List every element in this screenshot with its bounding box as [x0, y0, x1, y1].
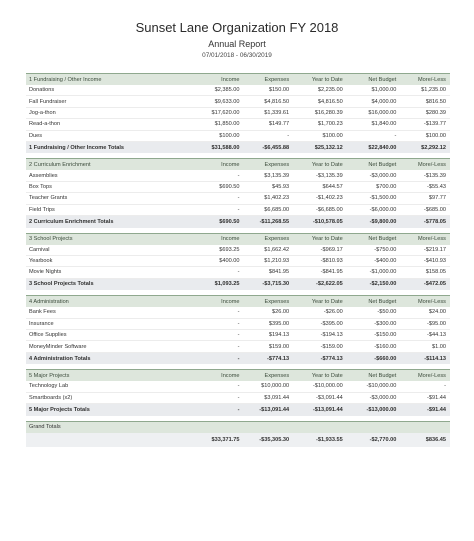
table-row — [26, 341, 450, 352]
column-header: Expenses — [264, 161, 290, 168]
row-value: -$3,135.39 — [315, 172, 343, 179]
total-value: -$91.44 — [427, 406, 446, 413]
column-header: Income — [221, 372, 240, 379]
row-label: Bank Fees — [29, 309, 56, 316]
section-header — [26, 295, 450, 307]
total-value: -$2,150.00 — [369, 281, 397, 288]
row-value: -$10,000.00 — [366, 383, 397, 390]
row-label: Carnival — [29, 246, 50, 253]
column-header: More/-Less — [418, 236, 446, 243]
column-header: Net Budget — [368, 161, 397, 168]
row-value: $9,633.00 — [214, 98, 240, 105]
row-value: - — [237, 394, 240, 401]
grand-total-value: -$1,933.55 — [315, 436, 343, 443]
column-header: Year to Date — [311, 76, 343, 83]
row-value: $1,402.23 — [264, 195, 290, 202]
row-value: -$841.95 — [320, 269, 343, 276]
total-label: 2 Curriculum Enrichment Totals — [29, 218, 114, 225]
row-value: $194.13 — [268, 332, 290, 339]
row-value: $158.05 — [425, 269, 446, 276]
row-label: Movie Nights — [29, 269, 62, 276]
total-value: $22,840.00 — [368, 144, 397, 151]
total-value: -$11,268.55 — [259, 218, 290, 225]
row-label: Insurance — [29, 320, 54, 327]
row-value: $2,235.00 — [317, 87, 343, 94]
report-title: Sunset Lane Organization FY 2018 — [135, 20, 339, 35]
column-header: Expenses — [264, 76, 290, 83]
row-value: $1,662.42 — [264, 246, 290, 253]
total-value: -$13,091.44 — [312, 406, 343, 413]
row-value: - — [237, 172, 240, 179]
row-value: $400.00 — [219, 258, 240, 265]
section-title: 2 Curriculum Enrichment — [29, 161, 91, 168]
table-row — [26, 193, 450, 204]
grand-total-value: -$35,305.30 — [259, 436, 290, 443]
row-value: $644.57 — [322, 184, 343, 191]
row-value: -$95.00 — [427, 320, 446, 327]
row-value: -$26.00 — [323, 309, 343, 316]
section-title: 1 Fundraising / Other Income — [29, 76, 102, 83]
section-title: 5 Major Projects — [29, 372, 70, 379]
row-value: -$395.00 — [320, 320, 343, 327]
row-value: -$3,000.00 — [369, 172, 397, 179]
row-value: -$3,091.44 — [315, 394, 343, 401]
grand-totals-row — [26, 433, 450, 447]
row-value: -$150.00 — [374, 332, 397, 339]
row-value: $97.77 — [428, 195, 446, 202]
column-header: Income — [221, 76, 240, 83]
section-header — [26, 369, 450, 381]
row-value: -$194.13 — [320, 332, 343, 339]
row-value: $100.00 — [322, 132, 343, 139]
total-label: 5 Major Projects Totals — [29, 406, 90, 413]
table-row — [26, 119, 450, 130]
row-value: - — [237, 383, 240, 390]
column-header: Expenses — [264, 298, 290, 305]
row-value: $395.00 — [268, 320, 290, 327]
table-row — [26, 393, 450, 404]
column-header: More/-Less — [418, 298, 446, 305]
row-value: -$1,500.00 — [369, 195, 397, 202]
total-value: $690.50 — [219, 218, 240, 225]
row-label: Smartboards (x2) — [29, 394, 73, 401]
table-row — [26, 205, 450, 216]
section-total-row — [26, 353, 450, 365]
grand-total-value: -$2,770.00 — [369, 436, 397, 443]
row-value: -$300.00 — [374, 320, 397, 327]
row-value: $3,135.39 — [264, 172, 290, 179]
row-value: $10,000.00 — [261, 383, 290, 390]
total-value: -$9,800.00 — [369, 218, 397, 225]
column-header: Year to Date — [311, 372, 343, 379]
total-value: -$13,000.00 — [366, 406, 397, 413]
row-label: Technology Lab — [29, 383, 69, 390]
row-value: -$91.44 — [427, 394, 446, 401]
row-value: $100.00 — [425, 132, 446, 139]
row-label: MoneyMinder Software — [29, 343, 87, 350]
row-value: $45.93 — [272, 184, 290, 191]
column-header: Income — [221, 161, 240, 168]
row-label: Yearbook — [29, 258, 53, 265]
table-row — [26, 381, 450, 392]
row-value: $1,339.61 — [264, 109, 290, 116]
row-value: -$135.39 — [423, 172, 446, 179]
row-value: $1,850.00 — [214, 121, 240, 128]
row-value: -$139.77 — [423, 121, 446, 128]
table-row — [26, 267, 450, 278]
column-header: Income — [221, 236, 240, 243]
row-value: $2,385.00 — [214, 87, 240, 94]
total-value: -$10,578.05 — [312, 218, 343, 225]
row-value: -$410.93 — [423, 258, 446, 265]
section-total-row — [26, 216, 450, 228]
section-header — [26, 233, 450, 245]
column-header: More/-Less — [418, 372, 446, 379]
column-header: Expenses — [264, 236, 290, 243]
row-value: -$219.17 — [423, 246, 446, 253]
row-value: $6,685.00 — [264, 206, 290, 213]
row-value: $1,000.00 — [371, 87, 397, 94]
report-date-range: 07/01/2018 - 06/30/2019 — [202, 52, 272, 59]
total-value: -$2,622.05 — [315, 281, 343, 288]
row-label: Fall Fundraiser — [29, 98, 67, 105]
column-header: Year to Date — [311, 298, 343, 305]
row-value: -$1,000.00 — [369, 269, 397, 276]
row-value: $24.00 — [428, 309, 446, 316]
table-row — [26, 307, 450, 318]
row-value: -$969.17 — [320, 246, 343, 253]
row-value: $16,280.39 — [314, 109, 343, 116]
row-value: $26.00 — [272, 309, 290, 316]
row-value: - — [237, 309, 240, 316]
report-subtitle: Annual Report — [208, 39, 266, 49]
row-value: $1,700.23 — [317, 121, 343, 128]
row-value: - — [444, 383, 446, 390]
row-value: $4,000.00 — [371, 98, 397, 105]
total-label: 3 School Projects Totals — [29, 281, 94, 288]
row-value: - — [237, 343, 240, 350]
table-row — [26, 170, 450, 181]
total-value: -$472.05 — [423, 281, 446, 288]
row-value: -$55.43 — [427, 184, 446, 191]
row-value: $816.50 — [425, 98, 446, 105]
row-value: -$685.00 — [423, 206, 446, 213]
row-value: $693.25 — [219, 246, 240, 253]
row-value: -$159.00 — [320, 343, 343, 350]
row-value: $1,210.93 — [264, 258, 290, 265]
column-header: More/-Less — [418, 161, 446, 168]
total-value: $2,292.12 — [421, 144, 446, 151]
row-value: -$6,685.00 — [315, 206, 343, 213]
row-value: $3,091.44 — [264, 394, 290, 401]
table-row — [26, 245, 450, 256]
row-value: - — [287, 132, 290, 139]
table-row — [26, 256, 450, 267]
row-value: $841.95 — [268, 269, 290, 276]
section-header — [26, 158, 450, 170]
row-value: -$810.93 — [320, 258, 343, 265]
row-value: -$1,402.23 — [315, 195, 343, 202]
total-value: $25,132.12 — [314, 144, 343, 151]
row-value: $4,816.50 — [317, 98, 343, 105]
row-value: -$160.00 — [374, 343, 397, 350]
row-value: - — [237, 269, 240, 276]
grand-totals-header — [26, 421, 450, 433]
section-header — [26, 73, 450, 85]
column-header: Year to Date — [311, 236, 343, 243]
section-title: 3 School Projects — [29, 236, 73, 243]
row-label: Field Trips — [29, 206, 55, 213]
total-value: -$6,455.88 — [262, 144, 290, 151]
table-row — [26, 319, 450, 330]
column-header: Net Budget — [368, 372, 397, 379]
row-value: $1.00 — [431, 343, 446, 350]
table-row — [26, 108, 450, 119]
column-header: Expenses — [264, 372, 290, 379]
row-value: -$400.00 — [374, 258, 397, 265]
row-value: $1,235.00 — [421, 87, 446, 94]
total-value: -$13,091.44 — [259, 406, 290, 413]
row-value: $700.00 — [376, 184, 397, 191]
row-value: -$10,000.00 — [312, 383, 343, 390]
row-value: - — [237, 332, 240, 339]
row-value: - — [394, 132, 397, 139]
row-value: $100.00 — [219, 132, 240, 139]
row-value: $690.50 — [219, 184, 240, 191]
section-total-row — [26, 142, 450, 154]
row-value: $1,840.00 — [371, 121, 397, 128]
column-header: Income — [221, 298, 240, 305]
column-header: Net Budget — [368, 298, 397, 305]
total-value: -$114.13 — [424, 355, 446, 362]
total-label: 4 Administration Totals — [29, 355, 91, 362]
table-row — [26, 85, 450, 96]
grand-totals-title: Grand Totals — [29, 424, 61, 431]
row-value: -$750.00 — [374, 246, 397, 253]
column-header: Net Budget — [368, 76, 397, 83]
row-value: - — [237, 195, 240, 202]
row-label: Donations — [29, 87, 55, 94]
row-value: $17,620.00 — [211, 109, 240, 116]
row-label: Office Supplies — [29, 332, 67, 339]
row-value: -$3,000.00 — [369, 394, 397, 401]
total-value: $1,093.25 — [214, 281, 240, 288]
total-value: -$774.13 — [267, 355, 290, 362]
report-table — [26, 73, 450, 447]
row-value: $16,000.00 — [368, 109, 397, 116]
section-title: 4 Administration — [29, 298, 69, 305]
section-total-row — [26, 404, 450, 416]
table-row — [26, 330, 450, 341]
row-value: $149.77 — [268, 121, 290, 128]
table-row — [26, 182, 450, 193]
row-value: $280.39 — [425, 109, 446, 116]
column-header: Net Budget — [368, 236, 397, 243]
row-label: Box Tops — [29, 184, 52, 191]
table-row — [26, 96, 450, 107]
total-value: -$778.05 — [423, 218, 446, 225]
table-row — [26, 131, 450, 142]
row-label: Jog-a-thon — [29, 109, 56, 116]
column-header: Year to Date — [311, 161, 343, 168]
row-value: -$44.13 — [427, 332, 446, 339]
row-label: Assemblies — [29, 172, 58, 179]
row-value: - — [237, 320, 240, 327]
total-label: 1 Fundraising / Other Income Totals — [29, 144, 125, 151]
grand-total-value: $836.45 — [425, 436, 446, 443]
row-label: Dues — [29, 132, 43, 139]
grand-total-value: $33,371.75 — [211, 436, 240, 443]
row-value: $4,816.50 — [264, 98, 290, 105]
row-value: $159.00 — [268, 343, 290, 350]
row-value: -$6,000.00 — [369, 206, 397, 213]
total-value: -$774.13 — [320, 355, 343, 362]
total-value: -$3,715.30 — [262, 281, 290, 288]
total-value: - — [237, 355, 240, 362]
row-label: Read-a-thon — [29, 121, 61, 128]
total-value: -$660.00 — [374, 355, 397, 362]
row-label: Teacher Grants — [29, 195, 68, 202]
section-total-row — [26, 279, 450, 291]
column-header: More/-Less — [418, 76, 446, 83]
row-value: - — [237, 206, 240, 213]
row-value: -$50.00 — [377, 309, 397, 316]
row-value: $150.00 — [268, 87, 290, 94]
total-value: $31,588.00 — [211, 144, 240, 151]
total-value: - — [237, 406, 240, 413]
